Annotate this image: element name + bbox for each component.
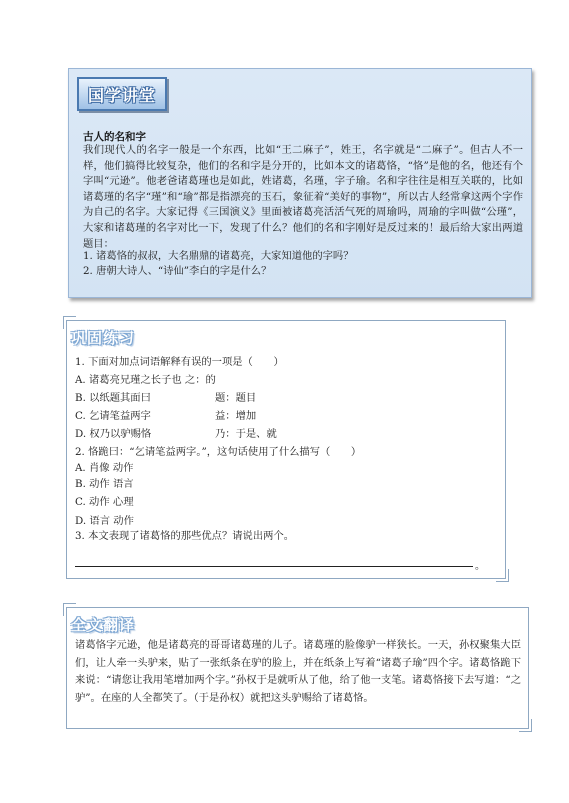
- exercise-question-3: 3. 本文表现了诸葛恪的那些优点？请说出两个。: [75, 530, 295, 542]
- q1-option-c: [75, 409, 495, 423]
- exercise-question-1: 1. 下面对加点词语解释有误的一项是（ ）: [75, 356, 284, 368]
- option-text: A. 诸葛亮兄瑾之长子也 之：的: [75, 374, 216, 386]
- translation-card: [66, 607, 529, 729]
- lecture-card: [68, 68, 532, 298]
- exercise-question-2: 2. 恪跪曰：“乞请笔益两字。”，这句话使用了什么描写（ ）: [75, 446, 362, 458]
- translation-body: 诸葛恪字元逊，他是诸葛亮的哥哥诸葛瑾的儿子。诸葛瑾的脸像驴一样狭长。一天，孙权聚集大臣们，让人牵一头驴来，贴了一张纸条在驴的脸上，并在纸条上写着“诸葛子瑜”四个字。诸葛恪跪下来说：“请您让我用笔增加两个字。”孙权于是就听从了他，给了他一支笔。诸葛恪接下去写道：“之驴”。在座的人全都笑了。（于是孙权）就把这头驴赐给了诸葛恪。: [75, 639, 521, 704]
- option-gloss: 乃：于是、就: [215, 428, 277, 440]
- lecture-question-2: 2. 唐朝大诗人、“诗仙”李白的字是什么？: [83, 265, 272, 277]
- q1-option-b: [75, 391, 495, 405]
- q2-option-d: D. 语言 动作: [75, 515, 134, 527]
- q2-option-b: B. 动作 语言: [75, 478, 134, 490]
- option-gloss: 益：增加: [215, 410, 257, 422]
- option-text: D. 权乃以驴赐恪: [75, 428, 152, 440]
- answer-end-mark: 。: [475, 561, 485, 572]
- q1-option-a: [75, 373, 216, 387]
- lecture-title: 古人的名和字: [83, 131, 146, 143]
- exercise-card: [66, 320, 506, 579]
- answer-blank[interactable]: [75, 566, 473, 567]
- option-text: C. 乞请笔益两字: [75, 410, 151, 422]
- q2-option-a: A. 肖像 动作: [75, 462, 134, 474]
- lecture-badge: 国学讲堂: [77, 77, 167, 111]
- option-text: B. 以纸题其面曰: [75, 392, 151, 404]
- q2-option-c: C. 动作 心理: [75, 496, 134, 508]
- lecture-body: 我们现代人的名字一般是一个东西，比如“王二麻子”，姓王，名字就是“二麻子”。但古人不一样，他们搞得比较复杂，他们的名和字是分开的，比如本文的诸葛恪，“恪”是他的名，他还有个字叫“元逊”。他老爸诸葛瑾也是如此，姓诸葛，名瑾，字子瑜。名和字往往是相互关联的，比如诸葛瑾的名字“瑾”和“瑜”都是指漂亮的玉石，象征着“美好的事物”，所以古人经常拿这两个字作为自己的名字。大家记得《三国演义》里面被诸葛亮活活气死的周瑜吗，周瑜的字叫做“公瑾”，大家和诸葛瑾的名字对比一下，发现了什么？他们的名和字刚好是反过来的！最后给大家出两道题目：: [83, 144, 523, 250]
- translation-header: 全文翻译: [71, 616, 136, 634]
- exercise-header: 巩固练习: [71, 329, 136, 347]
- option-gloss: 题：题目: [215, 392, 257, 404]
- lecture-question-1: 1. 诸葛恪的叔叔，大名鼎鼎的诸葛亮，大家知道他的字吗？: [83, 250, 354, 262]
- q1-option-d: [75, 427, 495, 441]
